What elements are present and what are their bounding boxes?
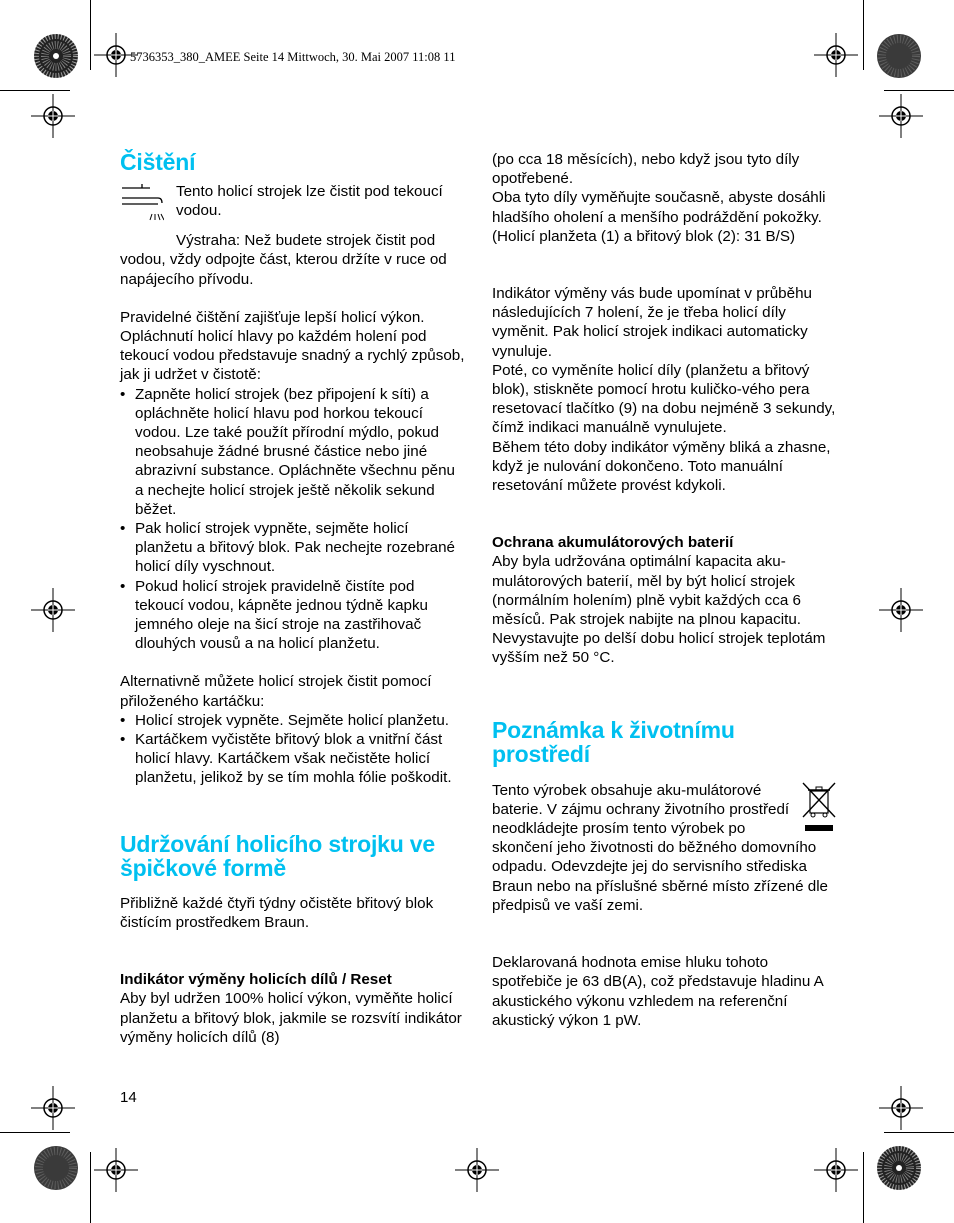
starburst-rosette-icon [876,1145,922,1191]
replacement-indicator-subhead: Indikátor výměny holicích dílů / Reset [120,971,392,989]
trim-line [90,0,91,70]
list-item: • Pak holicí strojek vypněte, sejměte holicí planžetu a břitový blok. Pak nechejte rozebrané holicí díly vyschnout. [120,519,465,577]
registration-mark-icon [31,1086,75,1130]
trim-line [0,90,70,91]
replacement-continued: (po cca 18 měsících), nebo když jsou tyto díly opotřebené. [492,151,800,188]
registration-mark-icon [814,33,858,77]
cleaning-paragraph: Pravidelné čištění zajišťuje lepší holicí výkon. Opláchnutí holicí hlavy po každém holení pod tekoucí vodou představuje snadný a rychlý způsob, jak ji udržet v čistotě: [120,308,465,384]
reset-note-paragraph: Během této doby indikátor výměny bliká a zhasne, když je nulování dokončeno. Toto manuální resetování můžete provést kdykoli. [492,438,831,495]
trim-line [863,0,864,70]
registration-mark-icon [31,588,75,632]
cleaning-bullet-list [120,385,465,654]
cleaning-intro [120,182,465,231]
registration-mark-icon [814,1148,858,1192]
replacement-indicator-paragraph: Aby byl udržen 100% holicí výkon, vyměňte holicí planžetu a břitový blok, jakmile se rozsvítí indikátor výměny holicích dílů (8) [120,990,462,1046]
cleaning-title: Čištění [120,149,196,175]
registration-mark-icon [31,94,75,138]
trim-line [0,1132,70,1133]
reset-paragraph: Poté, co vyměníte holicí díly (planžetu a břitový blok), stiskněte pomocí hrotu kuličko-vého pera resetovací tlačítko (9) na dobu nejméně 3 sekundy, čímž indikaci manuálně vynulujete. [492,361,836,437]
maintenance-paragraph: Přibližně každé čtyři týdny očistěte břitový blok čistícím prostředkem Braun. [120,894,434,931]
right-column [492,150,837,1030]
noise-paragraph: Deklarovaná hodnota emise hluku tohoto spotřebiče je 63 dB(A), což představuje hladinu A akustického výkonu vzhledem na referenční akustický výkon 1 pW. [492,954,823,1029]
trim-line [90,1152,91,1223]
list-item: • Zapněte holicí strojek (bez připojení k síti) a opláchněte holicí hlavu pod horkou tekoucí vodou. Lze také použít přírodní mýdlo, pokud neobsahuje žádné brusné částice nebo jiné abrazivní substance. Opláchněte všechnu pěnu a nechejte holicí strojek ještě několik sekund běžet. [120,385,465,519]
maintenance-title: Udržování holicího strojku ve špičkové formě [120,830,435,881]
environment-paragraph: Tento výrobek obsahuje aku-mulátorové baterie. V zájmu ochrany životního prostředí neodkládejte prosím tento výrobek po skončení jeho životnosti do běžného domovního odpadu. Odevzdejte jej do servisního střediska Braun nebo na příslušné sběrné místo zřízené dle předpisů ve vaší zemi. [492,781,829,914]
environment-block [492,781,837,915]
crossed-out-bin-icon [801,781,837,833]
faucet-icon [120,182,176,231]
starburst-rosette-icon [876,33,922,79]
cleaning-warning: Výstraha: Než budete strojek čistit pod vodou, vždy odpojte část, kterou držíte v ruce od napájecího přívodu. [120,232,447,288]
list-item: • Holicí strojek vypněte. Sejměte holicí planžetu. [120,711,465,730]
registration-mark-icon [455,1148,499,1192]
registration-mark-icon [879,588,923,632]
indicator-paragraph: Indikátor výměny vás bude upomínat v průběhu následujících 7 holení, že je třeba holicí díly vyměnit. Pak holicí strojek indikaci automaticky vynuluje. [492,285,812,360]
trim-line [884,1132,954,1133]
cleaning-intro-text: Tento holicí strojek lze čistit pod tekoucí vodou. [176,183,443,220]
battery-paragraph: Aby byla udržována optimální kapacita aku-mulátorových baterií, měl by být holicí strojek (normálním holením) plně vybit každých cca 6 měsíců. Pak strojek nabijte na plnou kapacitu. Nevystavujte po delší dobu holicí strojek teplotám vyšším než 50 °C. [492,553,826,667]
trim-line [863,1152,864,1223]
registration-mark-icon [94,1148,138,1192]
print-slug: 5736353_380_AMEE Seite 14 Mittwoch, 30. Mai 2007 11:08 11 [130,50,456,64]
brush-bullet-list [120,711,465,788]
starburst-rosette-icon [33,1145,79,1191]
battery-subhead: Ochrana akumulátorových baterií [492,534,734,552]
starburst-rosette-icon [33,33,79,79]
trim-line [884,90,954,91]
left-column [120,150,465,1047]
list-item: • Pokud holicí strojek pravidelně čistíte pod tekoucí vodou, kápněte jednou týdně kapku jemného oleje na šicí stroje na zastřihovač dlouhých vousů a na holicí planžetu. [120,577,465,654]
list-item: • Kartáčkem vyčistěte břitový blok a vnitřní část holicí hlavy. Kartáčkem však nečistěte holicí planžetu, jelikož by se tím mohla fólie poškodit. [120,730,465,788]
page-number: 14 [120,1089,137,1106]
environment-title: Poznámka k životnímu prostředí [492,716,735,767]
registration-mark-icon [879,94,923,138]
replacement-parts: (Holicí planžeta (1) a břitový blok (2): 31 B/S) [492,227,796,245]
brush-cleaning-paragraph: Alternativně můžete holicí strojek čistit pomocí přiloženého kartáčku: [120,673,432,710]
replacement-advice: Oba tyto díly vyměňujte současně, abyste dosáhli hladšího oholení a menšího podráždění pokožky. [492,189,826,226]
registration-mark-icon [879,1086,923,1130]
